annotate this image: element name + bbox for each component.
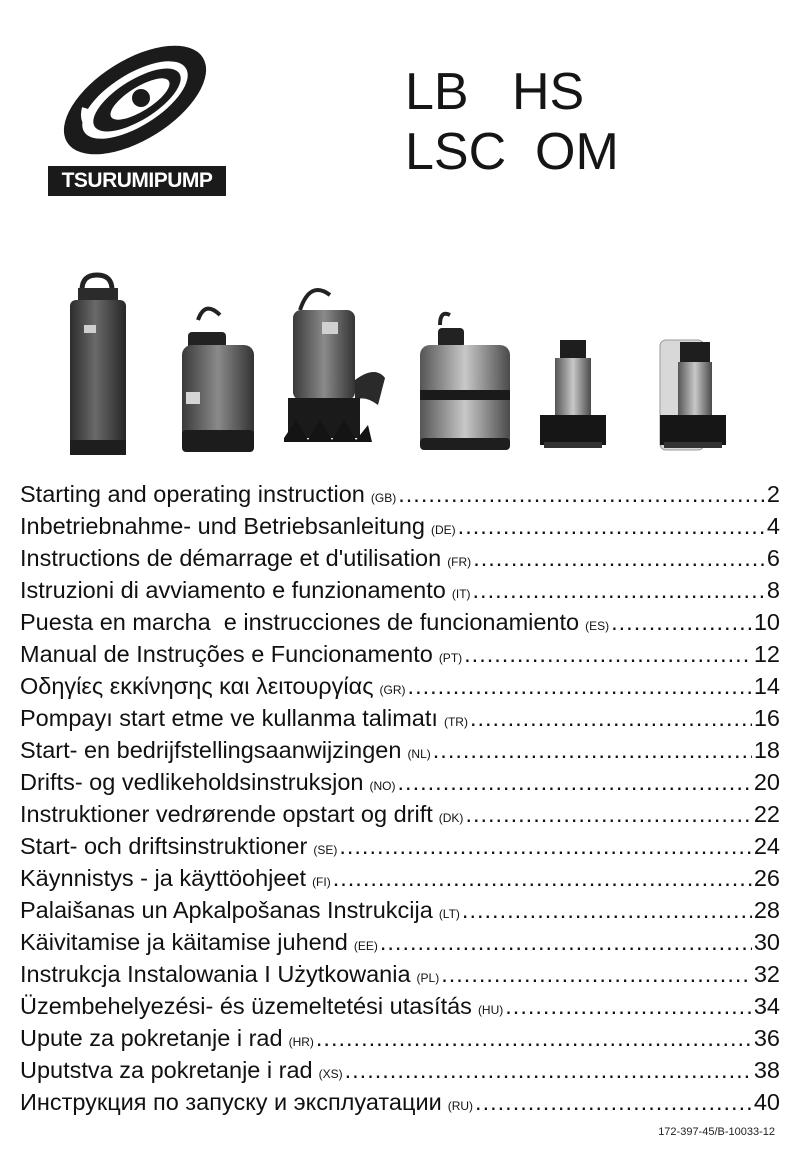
toc-row[interactable]	[20, 894, 780, 926]
toc-language-code: (SE)	[313, 843, 338, 857]
toc-row[interactable]	[20, 734, 780, 766]
toc-language-code: (DK)	[438, 811, 464, 825]
toc-language-code: (ES)	[585, 619, 610, 633]
toc-language-code: (LT)	[438, 907, 460, 921]
toc-row[interactable]	[20, 1086, 780, 1118]
toc-page-number: 30	[753, 929, 780, 955]
toc-page-number: 32	[753, 961, 780, 987]
toc-leader	[611, 606, 752, 638]
toc-leader	[470, 702, 752, 734]
toc-leader	[333, 862, 752, 894]
toc-language-code: (GB)	[370, 491, 397, 505]
model-list	[405, 62, 665, 182]
toc-title: Starting and operating instruction	[20, 481, 365, 507]
toc-row[interactable]	[20, 478, 780, 510]
toc-language-code: (TR)	[443, 715, 468, 729]
toc-title: Start- och driftsinstruktioner	[20, 833, 308, 859]
toc-row[interactable]	[20, 542, 780, 574]
toc-title: Drifts- og vedlikeholdsinstruksjon	[20, 769, 364, 795]
toc-language-code: (NL)	[407, 747, 431, 761]
swirl-logo-icon	[40, 30, 230, 170]
toc-row[interactable]	[20, 670, 780, 702]
toc-page-number: 34	[753, 993, 780, 1019]
document-number: 172-397-45/B-10033-12	[658, 1126, 775, 1138]
toc-leader	[458, 510, 765, 542]
toc-page-number: 28	[753, 897, 780, 923]
toc-language-code: (PL)	[416, 971, 440, 985]
pump-photo-om-small	[540, 340, 606, 448]
toc-title: Käynnistys - ja käyttöohjeet	[20, 865, 307, 891]
toc-row[interactable]	[20, 766, 780, 798]
toc-leader	[462, 894, 752, 926]
toc-title: Käivitamise ja käitamise juhend	[20, 929, 348, 955]
toc-page-number: 16	[753, 705, 780, 731]
toc-leader	[464, 638, 752, 670]
toc-title: Üzembehelyezési- és üzemeltetési utasítás	[20, 993, 472, 1019]
toc-leader	[473, 574, 765, 606]
toc-language-code: (IT)	[451, 587, 471, 601]
toc-leader	[398, 766, 752, 798]
toc-leader	[433, 734, 752, 766]
toc-row[interactable]	[20, 990, 780, 1022]
pump-photos	[0, 270, 808, 470]
toc-language-code: (PT)	[438, 651, 463, 665]
toc-leader	[473, 542, 765, 574]
toc-leader	[441, 958, 752, 990]
toc-row[interactable]	[20, 830, 780, 862]
toc-page-number: 24	[753, 833, 780, 859]
toc-page-number: 36	[753, 1025, 780, 1051]
toc-leader	[398, 478, 765, 510]
toc-page-number: 40	[753, 1089, 780, 1115]
toc-language-code: (DE)	[431, 523, 456, 537]
toc-page-number: 14	[753, 673, 780, 699]
toc-language-code: (HU)	[477, 1003, 504, 1017]
toc-page-number: 8	[766, 577, 780, 603]
toc-page-number: 22	[753, 801, 780, 827]
toc-title: Uputstva za pokretanje i rad	[20, 1057, 313, 1083]
toc-title: Pompayı start etme ve kullanma talimatı	[20, 705, 438, 731]
toc-language-code: (NO)	[369, 779, 396, 793]
pump-photo-lsc	[420, 314, 510, 450]
toc-leader	[380, 926, 752, 958]
pump-photo-lb-compact	[182, 309, 254, 452]
toc-title: Instructions de démarrage et d'utilisation	[20, 545, 442, 571]
toc-page-number: 4	[766, 513, 780, 539]
toc-row[interactable]	[20, 702, 780, 734]
toc-language-code: (GR)	[379, 683, 406, 697]
toc-page-number: 20	[753, 769, 780, 795]
toc-row[interactable]	[20, 1022, 780, 1054]
toc-language-code: (FI)	[312, 875, 331, 889]
toc-title: Instrukcja Instalowania I Użytkowania	[20, 961, 411, 987]
toc-title: Manual de Instruções e Funcionamento	[20, 641, 433, 667]
toc-language-code: (RU)	[447, 1099, 474, 1113]
toc-title: Inbetriebnahme- und Betriebsanleitung	[20, 513, 425, 539]
toc-leader	[339, 830, 752, 862]
toc-leader	[345, 1054, 752, 1086]
toc-leader	[505, 990, 752, 1022]
model-line-1: LB HS	[405, 63, 585, 121]
toc-row[interactable]	[20, 862, 780, 894]
table-of-contents	[20, 478, 780, 1118]
toc-title: Οδηγίες εκκίνησης και λειτουργίας	[20, 673, 374, 699]
brand-name: TSURUMIPUMP	[48, 166, 226, 196]
toc-page-number: 38	[753, 1057, 780, 1083]
toc-row[interactable]	[20, 606, 780, 638]
toc-language-code: (HR)	[288, 1035, 314, 1049]
toc-page-number: 26	[753, 865, 780, 891]
tsurumi-logo	[40, 30, 230, 200]
toc-page-number: 12	[753, 641, 780, 667]
toc-row[interactable]	[20, 926, 780, 958]
toc-page-number: 18	[753, 737, 780, 763]
toc-language-code: (EE)	[353, 939, 378, 953]
toc-language-code: (FR)	[447, 555, 472, 569]
toc-page-number: 2	[766, 481, 780, 507]
toc-row[interactable]	[20, 510, 780, 542]
toc-row[interactable]	[20, 638, 780, 670]
toc-leader	[465, 798, 751, 830]
pump-photo-lb-tall	[70, 275, 126, 455]
toc-title: Instruktioner vedrørende opstart og drift	[20, 801, 433, 827]
toc-title: Инструкция по запуску и эксплуатации	[20, 1089, 442, 1115]
model-line-2: LSC OM	[405, 123, 619, 181]
toc-title: Start- en bedrijfstellingsaanwijzingen	[20, 737, 402, 763]
toc-title: Upute za pokretanje i rad	[20, 1025, 283, 1051]
pump-photo-om-with-float	[660, 340, 726, 450]
toc-page-number: 10	[753, 609, 780, 635]
pump-photo-hs	[284, 290, 385, 442]
toc-page-number: 6	[766, 545, 780, 571]
toc-leader	[408, 670, 752, 702]
toc-title: Istruzioni di avviamento e funzionamento	[20, 577, 446, 603]
toc-language-code: (XS)	[318, 1067, 343, 1081]
toc-leader	[316, 1022, 752, 1054]
toc-title: Puesta en marcha e instrucciones de funcionamiento	[20, 609, 580, 635]
toc-row[interactable]	[20, 798, 780, 830]
toc-title: Palaišanas un Apkalpošanas Instrukcija	[20, 897, 433, 923]
toc-row[interactable]	[20, 958, 780, 990]
toc-leader	[475, 1086, 752, 1118]
toc-row[interactable]	[20, 1054, 780, 1086]
toc-row[interactable]	[20, 574, 780, 606]
